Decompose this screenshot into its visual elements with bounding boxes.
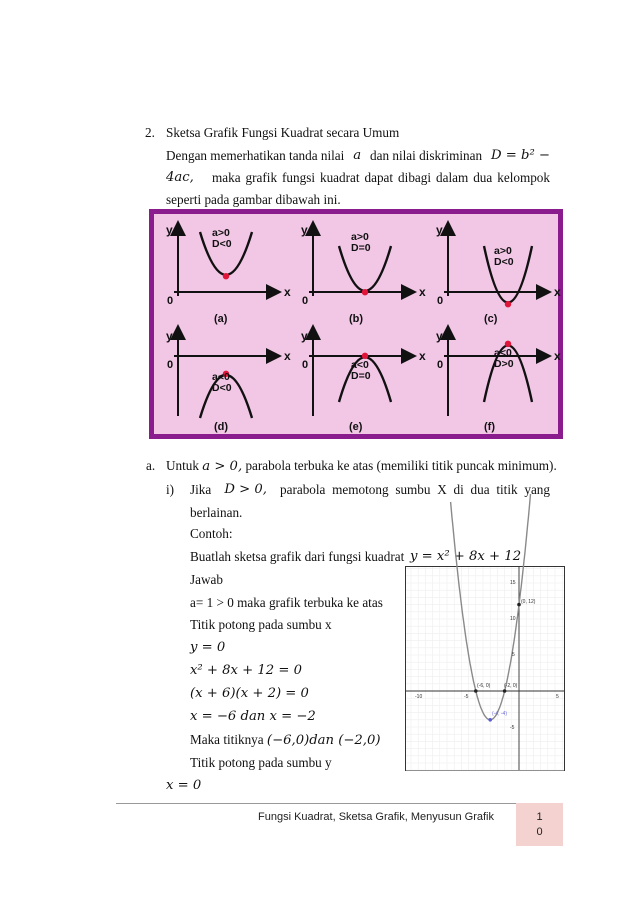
x-tick-label: 5 bbox=[556, 694, 559, 700]
panel-cond-a: a>0 bbox=[351, 231, 369, 243]
part-i-text-a: Jika bbox=[190, 482, 212, 497]
step-6: x = −6 dan x = −2 bbox=[190, 709, 316, 724]
intro-formula: D = b² − bbox=[491, 148, 550, 163]
figure-panel bbox=[166, 328, 291, 433]
graph-point bbox=[503, 689, 507, 693]
part-a-text-b: parabola terbuka ke atas (memiliki titik puncak minimum). bbox=[245, 458, 557, 473]
panel-x-label: x bbox=[419, 285, 426, 299]
intro-var-a: a bbox=[353, 148, 362, 163]
page-number bbox=[516, 803, 563, 846]
figure-panel bbox=[436, 223, 561, 325]
y-tick-label: 5 bbox=[512, 652, 515, 658]
section-number: 2. bbox=[145, 125, 155, 140]
figure-panel bbox=[301, 223, 426, 325]
panel-y-label: y bbox=[166, 329, 173, 343]
intro-line2-text: maka grafik fungsi kuadrat dapat dibagi dalam dua kelompok bbox=[212, 170, 550, 185]
figure-panel bbox=[436, 328, 561, 433]
panel-origin-label: 0 bbox=[302, 359, 309, 371]
point-label-vertex: (-4, -4) bbox=[492, 711, 507, 717]
part-i-text-b: parabola memotong sumbu X di dua titik yang bbox=[280, 482, 550, 497]
panel-x-label: x bbox=[554, 285, 561, 299]
step-1: a= 1 > 0 maka grafik terbuka ke atas bbox=[190, 595, 383, 610]
panel-cond-d: D>0 bbox=[494, 358, 514, 370]
panel-caption: (a) bbox=[214, 313, 228, 325]
parabola-figure bbox=[149, 209, 563, 439]
function-graph bbox=[405, 566, 565, 771]
section-title: Sketsa Grafik Fungsi Kuadrat secara Umum bbox=[166, 125, 400, 140]
y-tick-label: 10 bbox=[510, 616, 516, 622]
point-label-root-right: (-2, 0) bbox=[504, 683, 518, 689]
panel-cond-a: a>0 bbox=[212, 227, 230, 239]
part-i-label: i) bbox=[166, 482, 175, 497]
panel-cond-a: a<0 bbox=[212, 371, 230, 383]
panel-cond-a: a<0 bbox=[351, 359, 369, 371]
step-4: x² + 8x + 12 = 0 bbox=[190, 663, 303, 678]
part-i-cond: D > 0, bbox=[224, 482, 267, 497]
panel-origin-label: 0 bbox=[167, 359, 174, 371]
panel-y-label: y bbox=[301, 329, 308, 343]
step-8: Titik potong pada sumbu y bbox=[190, 755, 332, 770]
panel-y-label: y bbox=[436, 223, 443, 237]
figure-panel bbox=[166, 223, 291, 325]
panel-cond-d: D<0 bbox=[212, 238, 232, 250]
part-a-cond: a > 0, bbox=[202, 459, 243, 474]
panel-y-label: y bbox=[301, 223, 308, 237]
intro-text-b: dan nilai diskriminan bbox=[370, 148, 483, 163]
intro-formula-cont: 4ac, bbox=[166, 170, 194, 185]
footer-rule bbox=[116, 803, 516, 804]
panel-y-label: y bbox=[166, 223, 173, 237]
panel-cond-d: D=0 bbox=[351, 242, 371, 254]
step-7-text: Maka titiknya bbox=[190, 732, 264, 747]
page-number-top: 1 bbox=[536, 811, 543, 823]
panel-vertex-dot bbox=[223, 273, 229, 279]
panel-caption: (d) bbox=[214, 421, 229, 433]
panel-vertex-dot bbox=[362, 289, 368, 295]
step-3: y = 0 bbox=[190, 640, 226, 655]
panel-cond-d: D<0 bbox=[494, 256, 514, 268]
part-a-label: a. bbox=[146, 458, 156, 473]
panel-x-label: x bbox=[284, 349, 291, 363]
intro-line-1 bbox=[166, 148, 550, 164]
footer-text: Fungsi Kuadrat, Sketsa Grafik, Menyusun Grafik bbox=[258, 811, 494, 823]
part-a-text-a: Untuk bbox=[166, 458, 199, 473]
panel-caption: (c) bbox=[484, 313, 498, 325]
panel-caption: (e) bbox=[349, 421, 363, 433]
graph-point bbox=[474, 689, 478, 693]
part-i-line2: berlainan. bbox=[190, 505, 243, 520]
panel-y-label: y bbox=[436, 329, 443, 343]
step-7 bbox=[190, 732, 381, 748]
step-2: Titik potong pada sumbu x bbox=[190, 617, 332, 632]
graph-point bbox=[488, 718, 492, 722]
step-9: x = 0 bbox=[166, 778, 202, 793]
example-prompt: Buatlah sketsa grafik dari fungsi kuadrat bbox=[190, 549, 405, 564]
step-7-math: (−6,0)dan (−2,0) bbox=[266, 733, 381, 748]
panel-x-label: x bbox=[419, 349, 426, 363]
parabola-figure-svg bbox=[154, 214, 561, 434]
point-label-y-intercept: (0, 12) bbox=[521, 599, 536, 605]
contoh-label: Contoh: bbox=[190, 526, 233, 541]
intro-text-a: Dengan memerhatikan tanda nilai bbox=[166, 148, 345, 163]
panel-vertex-dot bbox=[505, 301, 511, 307]
step-5: (x + 6)(x + 2) = 0 bbox=[190, 686, 309, 701]
intro-line-2 bbox=[166, 170, 550, 186]
panel-cond-d: D<0 bbox=[212, 382, 232, 394]
part-a-line bbox=[166, 458, 557, 474]
point-label-root-left: (-6, 0) bbox=[477, 683, 491, 689]
page-number-bottom: 0 bbox=[536, 826, 543, 838]
panel-caption: (b) bbox=[349, 313, 364, 325]
x-tick-label: -5 bbox=[464, 694, 469, 700]
panel-cond-a: a>0 bbox=[494, 245, 512, 257]
figure-panel bbox=[301, 328, 426, 433]
panel-x-label: x bbox=[554, 349, 561, 363]
panel-origin-label: 0 bbox=[302, 295, 309, 307]
part-i-line bbox=[190, 482, 550, 498]
example-function: y = x² + 8x + 12 bbox=[410, 549, 522, 564]
panel-cond-a: a<0 bbox=[494, 347, 512, 359]
panel-origin-label: 0 bbox=[437, 295, 444, 307]
panel-caption: (f) bbox=[484, 421, 495, 433]
jawab-label: Jawab bbox=[190, 572, 223, 587]
function-graph-svg bbox=[406, 567, 564, 770]
panel-origin-label: 0 bbox=[167, 295, 174, 307]
panel-origin-label: 0 bbox=[437, 359, 444, 371]
y-tick-label: 15 bbox=[510, 580, 516, 586]
x-tick-label: -10 bbox=[415, 694, 423, 700]
panel-x-label: x bbox=[284, 285, 291, 299]
parabola-curve bbox=[451, 494, 531, 720]
panel-cond-d: D=0 bbox=[351, 370, 371, 382]
y-tick-label: -5 bbox=[510, 725, 515, 731]
intro-line-3: seperti pada gambar dibawah ini. bbox=[166, 192, 341, 207]
